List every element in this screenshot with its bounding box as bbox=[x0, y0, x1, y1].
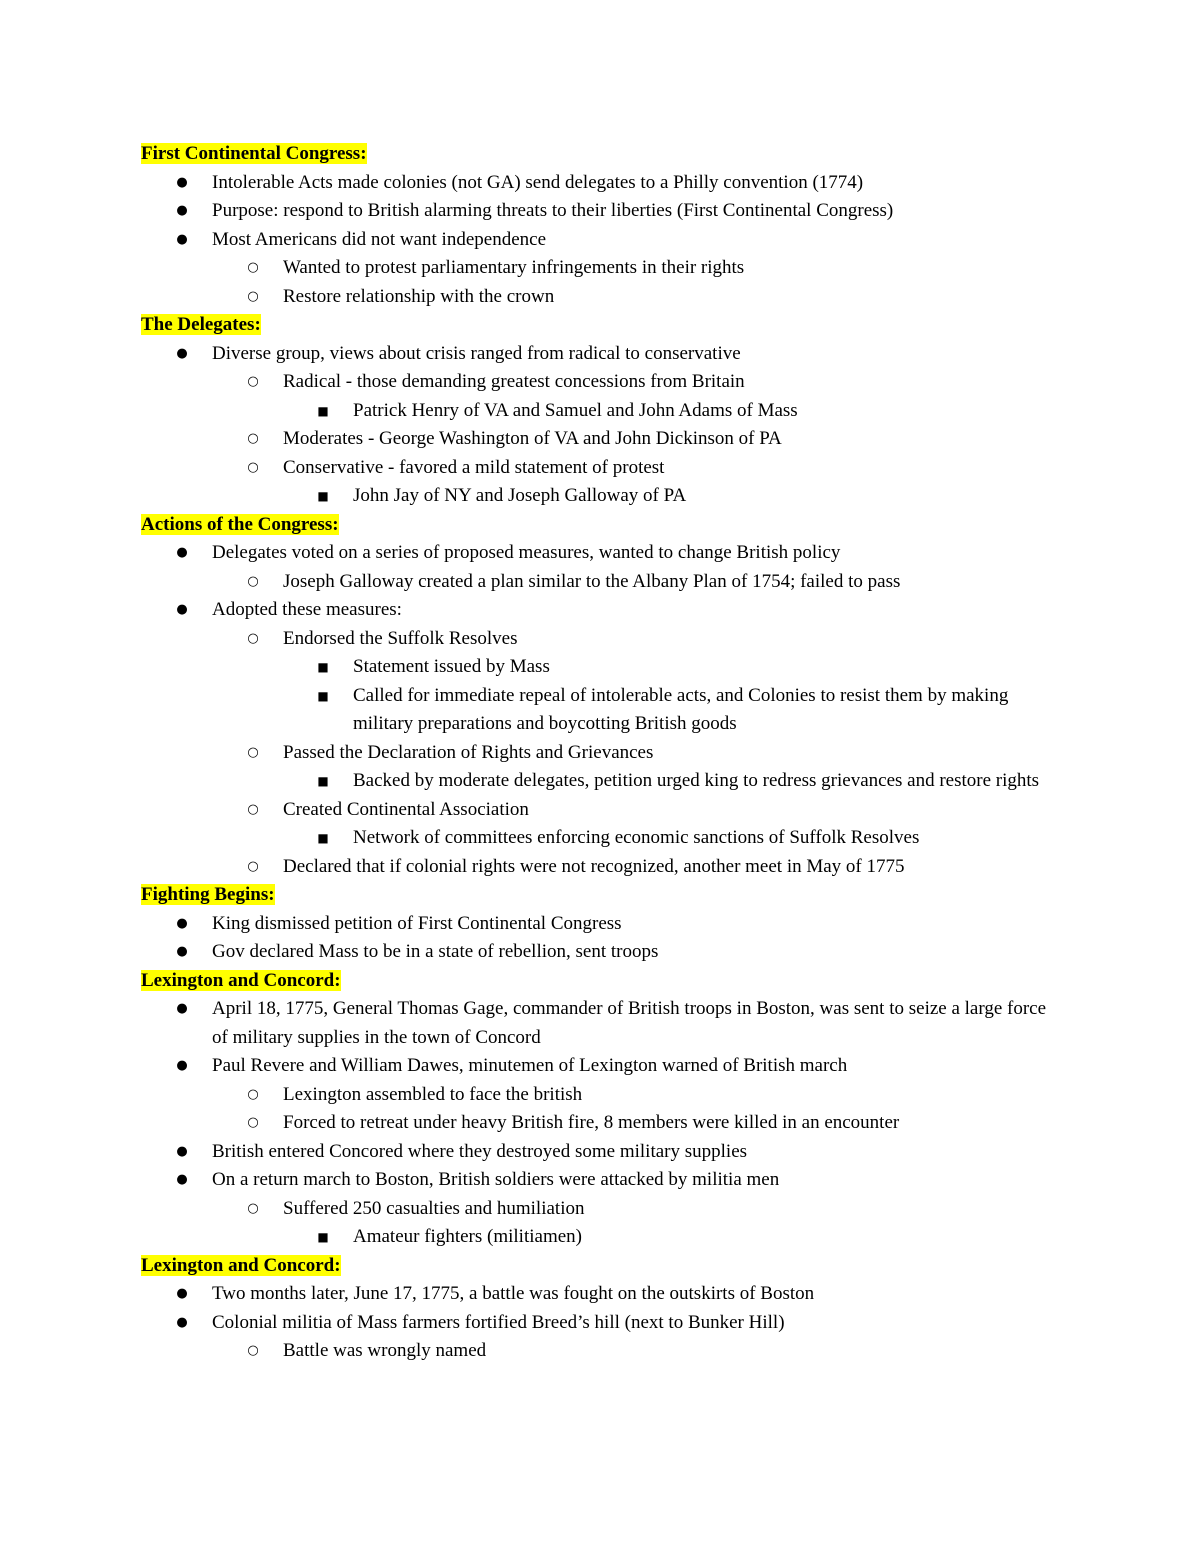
list-item bbox=[247, 283, 1061, 312]
section-heading-text: Fighting Begins: bbox=[141, 884, 275, 905]
list-item-text: Radical - those demanding greatest concessions from Britain bbox=[283, 371, 745, 392]
list-item bbox=[247, 1337, 1061, 1366]
section-heading bbox=[141, 140, 1061, 169]
section-heading bbox=[141, 511, 1061, 540]
section-list bbox=[141, 1280, 1061, 1366]
list-item bbox=[247, 625, 1061, 654]
hollow-bullet-icon: ○ bbox=[247, 260, 259, 275]
list-item-text: Two months later, June 17, 1775, a battle was fought on the outskirts of Boston bbox=[212, 1283, 815, 1304]
list-item-text: Endorsed the Suffolk Resolves bbox=[283, 627, 518, 649]
hollow-bullet-icon: ○ bbox=[247, 431, 259, 446]
list-item bbox=[317, 767, 1061, 796]
section-list bbox=[141, 539, 1061, 881]
list-item-text: Joseph Galloway created a plan similar to the Albany Plan of 1754; failed to pass bbox=[283, 570, 901, 592]
list-item bbox=[176, 340, 1061, 369]
square-bullet-icon: ■ bbox=[317, 1230, 329, 1244]
list-item-text: Colonial militia of Mass farmers fortified Breed’s hill (next to Bunker Hill) bbox=[212, 1311, 785, 1333]
filled-bullet-icon: ● bbox=[176, 203, 188, 218]
list-item bbox=[317, 653, 1061, 682]
list-item bbox=[247, 1195, 1061, 1224]
section-heading bbox=[141, 881, 1061, 910]
list-item-text: On a return march to Boston, British soldiers were attacked by militia men bbox=[212, 1169, 780, 1190]
filled-bullet-icon: ● bbox=[176, 231, 188, 247]
list-item bbox=[247, 1109, 1061, 1138]
filled-bullet-icon: ● bbox=[176, 545, 188, 560]
hollow-bullet-icon: ○ bbox=[247, 858, 259, 874]
list-item-text: British entered Concored where they destroyed some military supplies bbox=[212, 1140, 748, 1162]
list-item-text: King dismissed petition of First Continental Congress bbox=[212, 912, 622, 934]
list-item bbox=[176, 938, 1061, 967]
section-list bbox=[141, 910, 1061, 967]
list-item bbox=[247, 1081, 1061, 1110]
list-item bbox=[317, 824, 1061, 853]
list-item-text: Patrick Henry of VA and Samuel and John Adams of Mass bbox=[353, 399, 798, 421]
list-item bbox=[176, 596, 1061, 625]
list-item-text: Declared that if colonial rights were not recognized, another meet in May of 1775 bbox=[283, 855, 905, 877]
list-item bbox=[247, 454, 1061, 483]
list-item bbox=[247, 739, 1061, 768]
list-item-text: Intolerable Acts made colonies (not GA) send delegates to a Philly convention (1774) bbox=[212, 171, 864, 193]
filled-bullet-icon: ● bbox=[176, 1143, 188, 1159]
list-item-text: Conservative - favored a mild statement of protest bbox=[283, 456, 665, 478]
section-heading bbox=[141, 967, 1061, 996]
list-item-text: Created Continental Association bbox=[283, 798, 529, 820]
section-heading bbox=[141, 311, 1061, 340]
filled-bullet-icon: ● bbox=[176, 1314, 188, 1330]
hollow-bullet-icon: ○ bbox=[247, 744, 259, 760]
hollow-bullet-icon: ○ bbox=[247, 459, 259, 475]
list-item bbox=[176, 226, 1061, 255]
filled-bullet-icon: ● bbox=[176, 1286, 188, 1301]
list-item-text: Most Americans did not want independence bbox=[212, 228, 547, 250]
list-item bbox=[247, 853, 1061, 882]
section-list bbox=[141, 995, 1061, 1252]
list-item bbox=[176, 169, 1061, 198]
square-bullet-icon: ■ bbox=[317, 489, 329, 503]
filled-bullet-icon: ● bbox=[176, 345, 188, 361]
list-item bbox=[317, 397, 1061, 426]
list-item-text: Delegates voted on a series of proposed measures, wanted to change British policy bbox=[212, 542, 841, 563]
square-bullet-icon: ■ bbox=[317, 831, 329, 845]
list-item-text: Diverse group, views about crisis ranged from radical to conservative bbox=[212, 342, 741, 364]
list-item-text: Passed the Declaration of Rights and Grievances bbox=[283, 741, 654, 763]
section-heading bbox=[141, 1252, 1061, 1281]
document-body bbox=[141, 140, 1061, 1366]
section-heading-text: First Continental Congress: bbox=[141, 143, 367, 164]
list-item-text: Called for immediate repeal of intolerable acts, and Colonies to resist them by making military preparations and boycotting British goods bbox=[353, 684, 1009, 734]
list-item bbox=[176, 539, 1061, 568]
hollow-bullet-icon: ○ bbox=[247, 573, 259, 589]
list-item bbox=[247, 368, 1061, 397]
list-item bbox=[176, 1166, 1061, 1195]
list-item-text: Moderates - George Washington of VA and John Dickinson of PA bbox=[283, 428, 782, 449]
list-item bbox=[176, 1052, 1061, 1081]
list-item-text: Gov declared Mass to be in a state of rebellion, sent troops bbox=[212, 941, 659, 962]
list-item-text: April 18, 1775, General Thomas Gage, commander of British troops in Boston, was sent to seize a large force of military supplies in the town of Concord bbox=[212, 998, 1047, 1048]
section-heading-text: Actions of the Congress: bbox=[141, 513, 339, 535]
filled-bullet-icon: ● bbox=[176, 1172, 188, 1187]
hollow-bullet-icon: ○ bbox=[247, 1086, 259, 1102]
hollow-bullet-icon: ○ bbox=[247, 1200, 259, 1216]
list-item-text: Adopted these measures: bbox=[212, 599, 402, 620]
hollow-bullet-icon: ○ bbox=[247, 374, 259, 389]
hollow-bullet-icon: ○ bbox=[247, 1343, 259, 1358]
hollow-bullet-icon: ○ bbox=[247, 288, 259, 304]
list-item-text: Paul Revere and William Dawes, minutemen of Lexington warned of British march bbox=[212, 1055, 848, 1076]
list-item bbox=[247, 425, 1061, 454]
list-item-text: John Jay of NY and Joseph Galloway of PA bbox=[353, 485, 687, 506]
list-item bbox=[247, 254, 1061, 283]
list-item-text: Network of committees enforcing economic sanctions of Suffolk Resolves bbox=[353, 827, 920, 848]
hollow-bullet-icon: ○ bbox=[247, 801, 259, 817]
list-item-text: Battle was wrongly named bbox=[283, 1340, 487, 1361]
list-item bbox=[247, 568, 1061, 597]
list-item bbox=[176, 910, 1061, 939]
list-item-text: Wanted to protest parliamentary infringements in their rights bbox=[283, 257, 745, 278]
list-item-text: Suffered 250 casualties and humiliation bbox=[283, 1197, 585, 1219]
list-item-text: Backed by moderate delegates, petition urged king to redress grievances and restore rights bbox=[353, 770, 1040, 791]
square-bullet-icon: ■ bbox=[317, 774, 329, 788]
list-item bbox=[176, 1309, 1061, 1338]
list-item bbox=[176, 1138, 1061, 1167]
filled-bullet-icon: ● bbox=[176, 1058, 188, 1073]
section-list bbox=[141, 169, 1061, 312]
filled-bullet-icon: ● bbox=[176, 174, 188, 190]
list-item-text: Amateur fighters (militiamen) bbox=[353, 1226, 582, 1247]
filled-bullet-icon: ● bbox=[176, 1001, 188, 1016]
list-item bbox=[247, 796, 1061, 825]
list-item-text: Restore relationship with the crown bbox=[283, 285, 555, 307]
list-item-text: Statement issued by Mass bbox=[353, 656, 550, 677]
list-item bbox=[176, 197, 1061, 226]
list-item bbox=[317, 482, 1061, 511]
list-item-text: Lexington assembled to face the british bbox=[283, 1083, 583, 1105]
list-item-text: Purpose: respond to British alarming threats to their liberties (First Continental Congress) bbox=[212, 200, 894, 221]
list-item bbox=[176, 995, 1061, 1052]
square-bullet-icon: ■ bbox=[317, 660, 329, 674]
list-item bbox=[176, 1280, 1061, 1309]
section-list bbox=[141, 340, 1061, 511]
hollow-bullet-icon: ○ bbox=[247, 1115, 259, 1130]
list-item-text: Forced to retreat under heavy British fire, 8 members were killed in an encounter bbox=[283, 1112, 900, 1133]
hollow-bullet-icon: ○ bbox=[247, 630, 259, 646]
section-heading-text: Lexington and Concord: bbox=[141, 1254, 341, 1276]
section-heading-text: Lexington and Concord: bbox=[141, 969, 341, 991]
filled-bullet-icon: ● bbox=[176, 944, 188, 959]
list-item bbox=[317, 1223, 1061, 1252]
filled-bullet-icon: ● bbox=[176, 602, 188, 617]
list-item bbox=[317, 682, 1061, 739]
filled-bullet-icon: ● bbox=[176, 915, 188, 931]
section-heading-text: The Delegates: bbox=[141, 314, 261, 335]
square-bullet-icon: ■ bbox=[317, 403, 329, 418]
square-bullet-icon: ■ bbox=[317, 688, 329, 703]
